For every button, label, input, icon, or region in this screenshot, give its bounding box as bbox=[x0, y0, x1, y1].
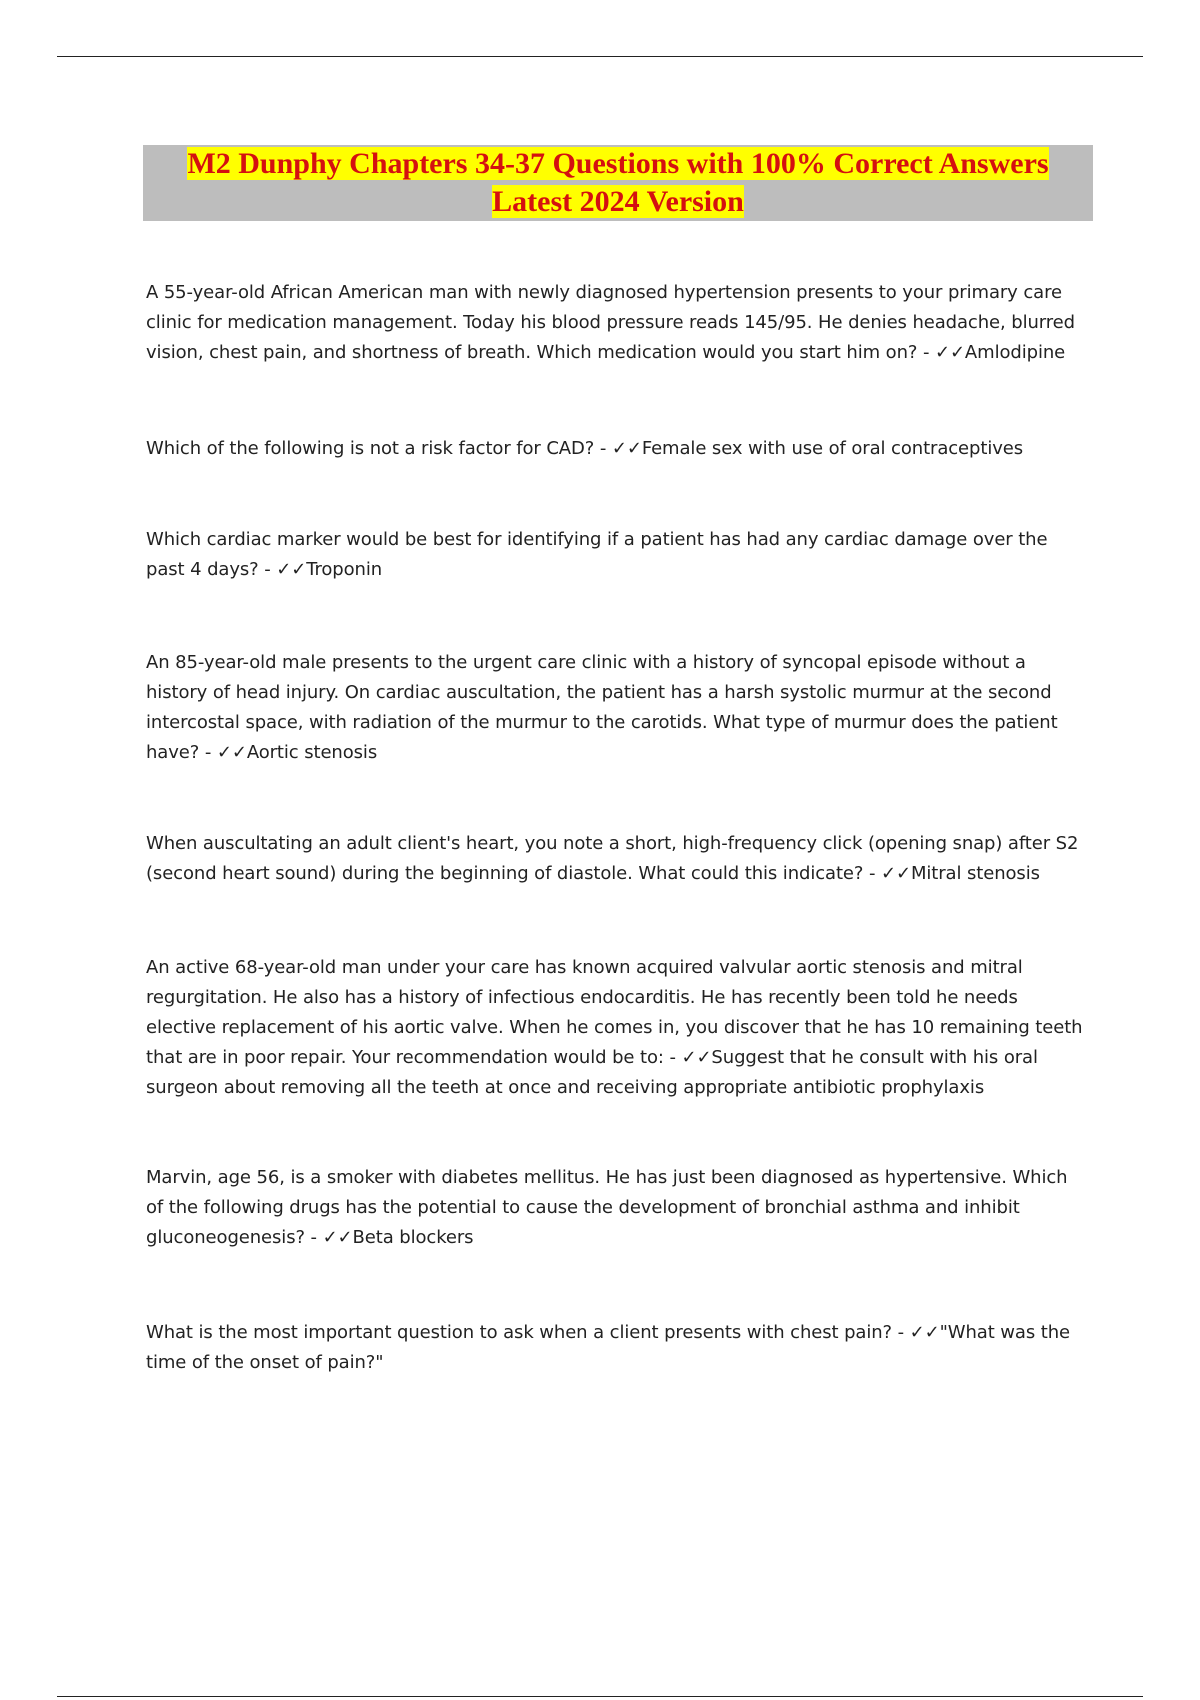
question-item-2: Which of the following is not a risk factor for CAD? - ✓✓Female sex with use of oral contraceptives bbox=[146, 438, 1024, 459]
question-item-6: An active 68-year-old man under your care has known acquired valvular aortic stenosis and mitral regurgitation. He also has a history of infectious endocarditis. He has recently been told he needs elective replacement of his aortic valve. When he comes in, you discover that he has 10 remaining teeth that are in poor repair. Your recommendation would be to: - ✓✓Suggest that he consult with his oral surgeon about removing all the teeth at once and receiving appropriate antibiotic prophylaxis bbox=[146, 957, 1083, 1098]
question-item-5: When auscultating an adult client's heart, you note a short, high-frequency click (opening snap) after S2 (second heart sound) during the beginning of diastole. What could this indicate? - ✓✓Mitral stenosis bbox=[146, 833, 1079, 884]
question-item-4: An 85-year-old male presents to the urgent care clinic with a history of syncopal episode without a history of head injury. On cardiac auscultation, the patient has a harsh systolic murmur at the second intercostal space, with radiation of the murmur to the carotids. What type of murmur does the patient have? - ✓✓Aortic stenosis bbox=[146, 652, 1058, 763]
question-item-7: Marvin, age 56, is a smoker with diabetes mellitus. He has just been diagnosed as hypertensive. Which of the following drugs has the potential to cause the development of bronchial asthma and inhibit gluconeogenesis? - ✓✓Beta blockers bbox=[146, 1167, 1068, 1248]
bottom-rule bbox=[57, 1696, 1143, 1697]
document-title bbox=[143, 145, 1093, 221]
top-rule bbox=[57, 56, 1143, 57]
title-line-1: M2 Dunphy Chapters 34-37 Questions with 100% Correct Answers bbox=[187, 147, 1049, 180]
question-item-8: What is the most important question to ask when a client presents with chest pain? - ✓✓"What was the time of the onset of pain?" bbox=[146, 1322, 1070, 1373]
question-item-3: Which cardiac marker would be best for identifying if a patient has had any cardiac damage over the past 4 days? - ✓✓Troponin bbox=[146, 529, 1048, 580]
title-line-2: Latest 2024 Version bbox=[492, 185, 744, 218]
question-item-1: A 55-year-old African American man with newly diagnosed hypertension presents to your primary care clinic for medication management. Today his blood pressure reads 145/95. He denies headache, blurred vision, chest pain, and shortness of breath. Which medication would you start him on? - ✓✓Amlodipine bbox=[146, 282, 1075, 363]
